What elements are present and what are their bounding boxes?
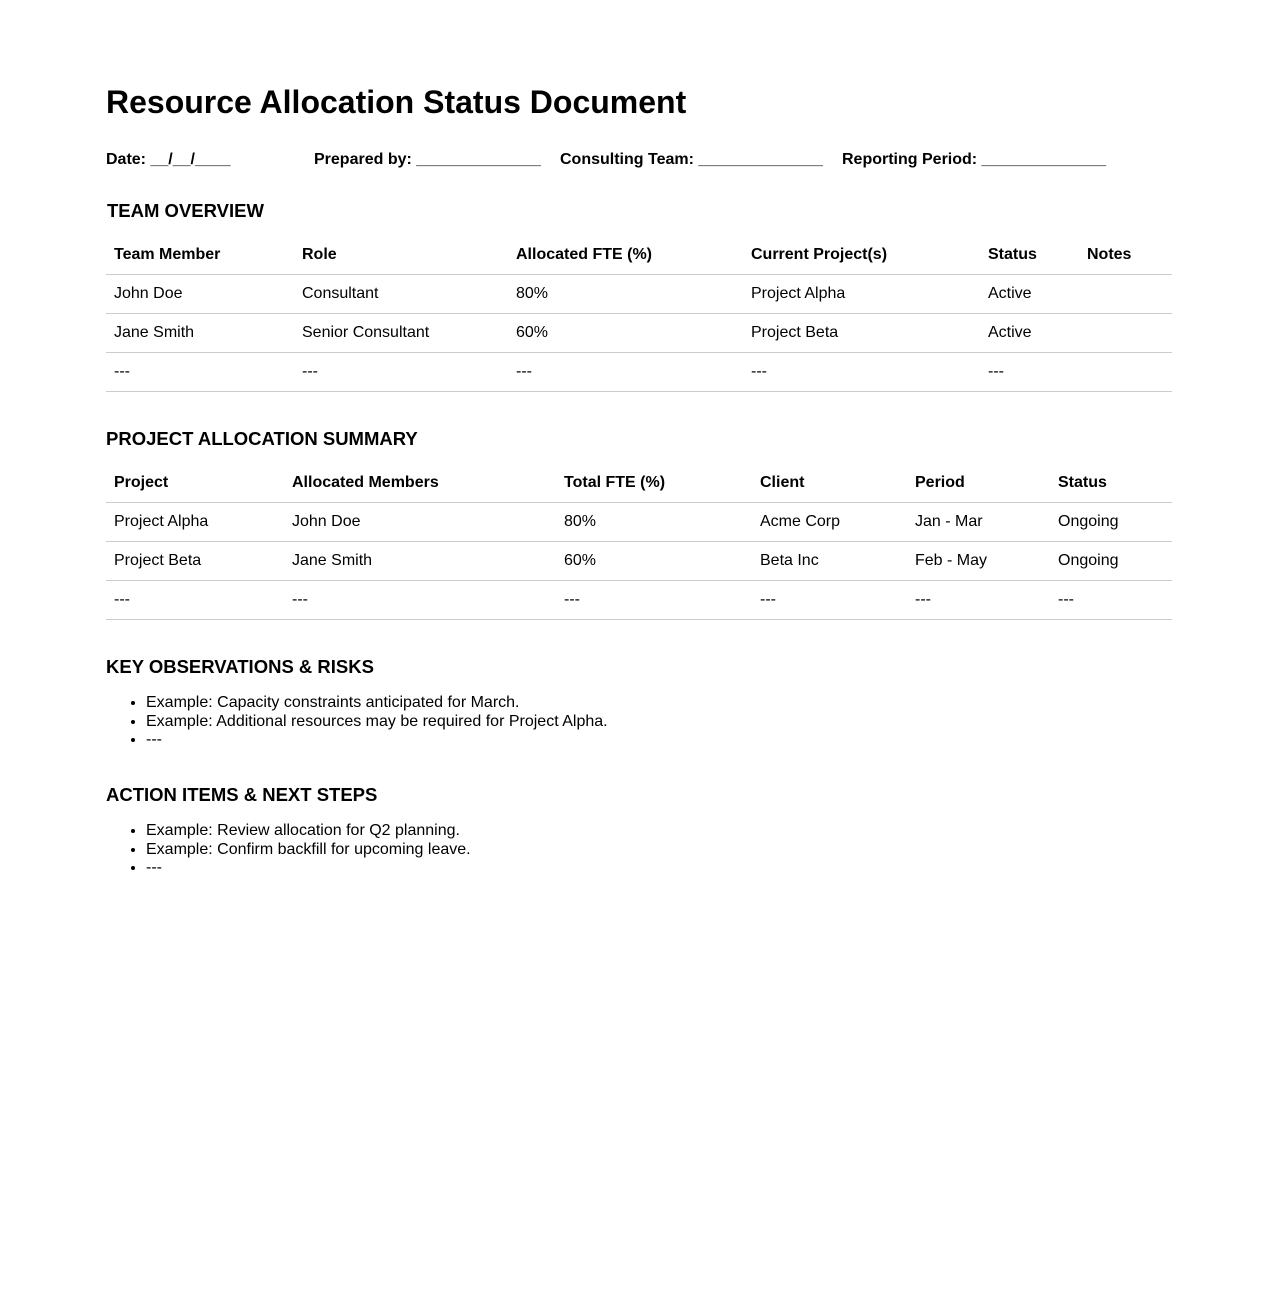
status-cell: Active (980, 275, 1079, 314)
column-header: Allocated Members (284, 464, 556, 503)
notes-cell (1079, 275, 1172, 314)
document-meta (106, 150, 1172, 170)
team-overview-heading: TEAM OVERVIEW (107, 200, 264, 221)
table-header-row (106, 464, 1172, 503)
document-title: Resource Allocation Status Document (106, 84, 687, 120)
date-field[interactable]: Date: __/__/____ (106, 151, 231, 168)
column-header: Status (1050, 464, 1172, 503)
table-row (106, 542, 1172, 581)
client-cell: --- (752, 581, 907, 620)
period-cell: Jan - Mar (907, 503, 1050, 542)
fte-cell: 80% (556, 503, 752, 542)
project-cell: --- (106, 581, 284, 620)
project-summary-table (106, 464, 1172, 620)
period-cell: Feb - May (907, 542, 1050, 581)
actions-heading: ACTION ITEMS & NEXT STEPS (106, 784, 378, 805)
table-header-row (106, 236, 1172, 275)
actions-list (106, 822, 471, 878)
list-item: • Example: Review allocation for Q2 planning. (146, 822, 471, 841)
members-cell: Jane Smith (284, 542, 556, 581)
status-cell: Active (980, 314, 1079, 353)
column-header: Client (752, 464, 907, 503)
consulting-team-field[interactable]: Consulting Team: ______________ (560, 151, 823, 168)
observations-list (106, 694, 608, 750)
role-cell: Consultant (294, 275, 508, 314)
status-cell: Ongoing (1050, 542, 1172, 581)
fte-cell: 80% (508, 275, 743, 314)
status-cell: Ongoing (1050, 503, 1172, 542)
team-overview-table (106, 236, 1172, 392)
table-row (106, 581, 1172, 620)
status-cell: --- (1050, 581, 1172, 620)
column-header: Role (294, 236, 508, 275)
notes-cell (1079, 314, 1172, 353)
list-item: • Example: Capacity constraints anticipated for March. (146, 694, 608, 713)
list-item: • Example: Additional resources may be required for Project Alpha. (146, 713, 608, 732)
table-row (106, 314, 1172, 353)
project-cell: --- (743, 353, 980, 392)
role-cell: --- (294, 353, 508, 392)
members-cell: --- (284, 581, 556, 620)
table-row (106, 353, 1172, 392)
fte-cell: 60% (556, 542, 752, 581)
notes-cell (1079, 353, 1172, 392)
client-cell: Acme Corp (752, 503, 907, 542)
period-cell: --- (907, 581, 1050, 620)
column-header: Total FTE (%) (556, 464, 752, 503)
column-header: Allocated FTE (%) (508, 236, 743, 275)
team-member-cell: --- (106, 353, 294, 392)
team-member-cell: Jane Smith (106, 314, 294, 353)
fte-cell: --- (556, 581, 752, 620)
team-member-cell: John Doe (106, 275, 294, 314)
column-header: Project (106, 464, 284, 503)
list-item: • Example: Confirm backfill for upcoming leave. (146, 841, 471, 860)
client-cell: Beta Inc (752, 542, 907, 581)
column-header: Team Member (106, 236, 294, 275)
project-cell: Project Beta (106, 542, 284, 581)
list-item: • --- (146, 859, 471, 878)
column-header: Period (907, 464, 1050, 503)
status-cell: --- (980, 353, 1079, 392)
reporting-period-field[interactable]: Reporting Period: ______________ (842, 151, 1107, 168)
project-cell: Project Alpha (743, 275, 980, 314)
project-cell: Project Beta (743, 314, 980, 353)
list-item: • --- (146, 731, 608, 750)
role-cell: Senior Consultant (294, 314, 508, 353)
fte-cell: --- (508, 353, 743, 392)
project-summary-heading: PROJECT ALLOCATION SUMMARY (106, 428, 418, 449)
members-cell: John Doe (284, 503, 556, 542)
column-header: Notes (1079, 236, 1172, 275)
column-header: Current Project(s) (743, 236, 980, 275)
prepared-by-field[interactable]: Prepared by: ______________ (314, 151, 541, 168)
column-header: Status (980, 236, 1079, 275)
observations-heading: KEY OBSERVATIONS & RISKS (106, 656, 374, 677)
table-row (106, 275, 1172, 314)
table-row (106, 503, 1172, 542)
project-cell: Project Alpha (106, 503, 284, 542)
fte-cell: 60% (508, 314, 743, 353)
